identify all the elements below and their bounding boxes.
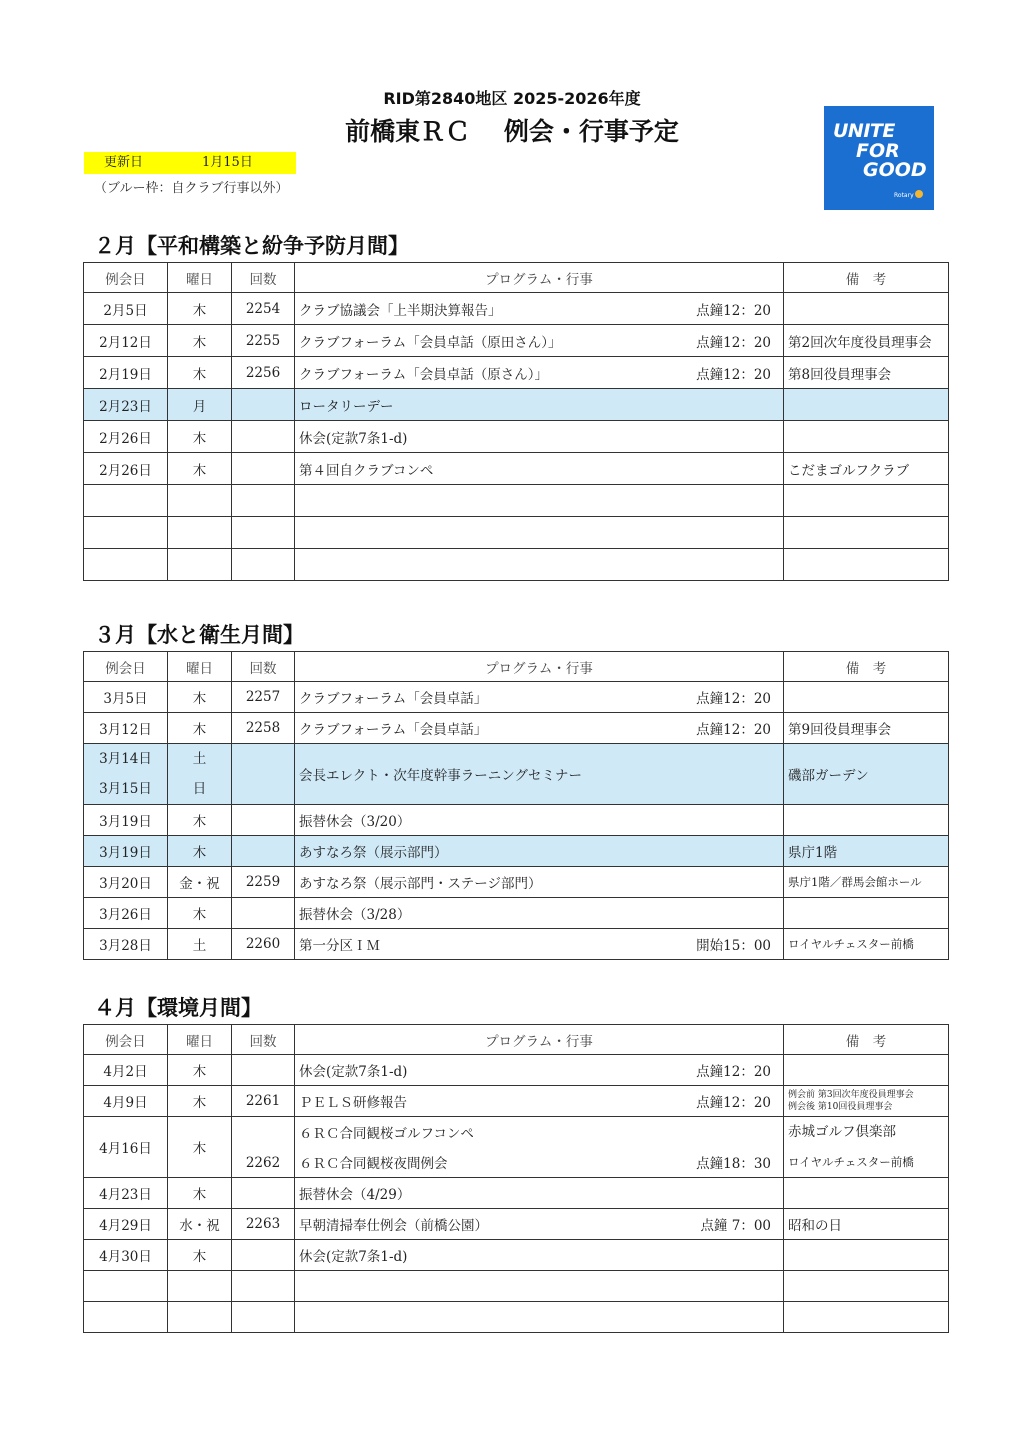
program-cell [295, 453, 784, 485]
col-day: 曜日 [168, 263, 232, 293]
program-cell [295, 1117, 784, 1178]
program-cell [295, 1086, 784, 1117]
program-text: クラブ協議会「上半期決算報告」 [299, 302, 502, 319]
date-cell: 3月28日 [84, 929, 168, 960]
day-cell: 木 [168, 453, 232, 485]
remarks-cell [784, 421, 949, 453]
table-row [84, 682, 949, 713]
num-cell: 2261 [232, 1086, 295, 1117]
remarks-cell [784, 1117, 949, 1178]
program-text: クラブフォーラム「会員卓話（原田さん）」 [299, 334, 562, 351]
remarks-cell: こだまゴルフクラブ [784, 453, 949, 485]
day-cell: 木 [168, 713, 232, 744]
document-subtitle: RID第2840地区 2025-2026年度 [383, 89, 641, 108]
empty-row [84, 1271, 949, 1302]
remarks-cell [784, 805, 949, 836]
rotary-wheel-icon [915, 190, 923, 198]
program-text: クラブフォーラム「会員卓話（原さん）」 [299, 366, 548, 383]
program-cell [295, 1209, 784, 1240]
col-date: 例会日 [84, 263, 168, 293]
feb-schedule-table [83, 262, 949, 581]
program-text: 振替休会（3/20） [299, 814, 411, 830]
program-cell [295, 836, 784, 867]
date-text: 3月15日 [99, 781, 152, 797]
table-row [84, 744, 949, 805]
date-cell: 3月19日 [84, 836, 168, 867]
table-row [84, 1178, 949, 1209]
remarks-cell [784, 389, 949, 421]
table-row [84, 1240, 949, 1271]
apr-heading: ４月【環境月間】 [94, 996, 262, 1020]
date-cell: 4月29日 [84, 1209, 168, 1240]
num-cell: 2256 [232, 357, 295, 389]
num-cell [232, 453, 295, 485]
program-text: ロータリーデー [299, 398, 394, 415]
date-cell: 3月12日 [84, 713, 168, 744]
num-cell [232, 1240, 295, 1271]
logo-line-good: GOOD [863, 159, 927, 181]
num-cell [232, 1178, 295, 1209]
table-header-row [84, 1025, 949, 1055]
remarks-cell [784, 898, 949, 929]
table-row [84, 836, 949, 867]
num-cell [232, 805, 295, 836]
day-cell: 木 [168, 325, 232, 357]
time-text: 点鐘12：20 [696, 302, 771, 319]
table-row [84, 867, 949, 898]
remarks-cell: ロイヤルチェスター前橋 [784, 929, 949, 960]
program-text: 会長エレクト・次年度幹事ラーニングセミナー [299, 768, 582, 784]
col-program: プログラム・行事 [295, 263, 784, 293]
logo-line-for: FOR [856, 140, 900, 162]
table-row [84, 713, 949, 744]
day-cell: 水・祝 [168, 1209, 232, 1240]
remarks-line: 例会後 第10回役員理事会 [788, 1102, 893, 1112]
num-cell: 2255 [232, 325, 295, 357]
col-num: 回数 [232, 652, 295, 682]
program-text: 休会(定款7条1-d) [299, 430, 408, 447]
day-cell: 木 [168, 1117, 232, 1178]
col-program: プログラム・行事 [295, 1025, 784, 1055]
program-cell [295, 805, 784, 836]
num-cell [232, 836, 295, 867]
col-day: 曜日 [168, 1025, 232, 1055]
date-cell: 2月5日 [84, 293, 168, 325]
day-cell: 木 [168, 805, 232, 836]
col-day: 曜日 [168, 652, 232, 682]
day-cell: 木 [168, 421, 232, 453]
logo-line-unite: UNITE [833, 120, 895, 142]
program-text: 振替休会（3/28） [299, 907, 411, 923]
remarks-line: ロイヤルチェスター前橋 [788, 1155, 914, 1169]
col-program: プログラム・行事 [295, 652, 784, 682]
date-cell: 4月2日 [84, 1055, 168, 1086]
remarks-cell: 第8回役員理事会 [784, 357, 949, 389]
program-text: ＰＥＬＳ研修報告 [299, 1095, 407, 1111]
table-row [84, 453, 949, 485]
program-text: ６ＲＣ合同観桜夜間例会 [299, 1156, 448, 1172]
date-cell: 4月30日 [84, 1240, 168, 1271]
program-text: ６ＲＣ合同観桜ゴルフコンペ [299, 1126, 474, 1142]
table-row [84, 1209, 949, 1240]
program-cell [295, 357, 784, 389]
date-cell: 4月23日 [84, 1178, 168, 1209]
table-row [84, 389, 949, 421]
table-row [84, 293, 949, 325]
date-cell: 4月16日 [84, 1117, 168, 1178]
num-cell [232, 389, 295, 421]
day-cell: 木 [168, 357, 232, 389]
day-cell: 木 [168, 293, 232, 325]
mar-schedule-table [83, 651, 949, 960]
unite-for-good-logo [824, 106, 934, 210]
program-text: 第４回自クラブコンペ [299, 462, 434, 479]
day-text: 日 [192, 781, 207, 797]
col-remarks: 備 考 [784, 652, 949, 682]
date-cell: 2月26日 [84, 453, 168, 485]
program-cell [295, 929, 784, 960]
remarks-cell [784, 1178, 949, 1209]
program-text: あすなろ祭（展示部門・ステージ部門） [299, 876, 542, 892]
updated-date-box [84, 152, 296, 174]
num-cell: 2254 [232, 293, 295, 325]
date-cell: 2月19日 [84, 357, 168, 389]
num-cell: 2262 [232, 1117, 295, 1178]
program-cell [295, 1178, 784, 1209]
time-text: 点鐘12：20 [696, 1095, 771, 1111]
program-text: 早朝清掃奉仕例会（前橋公園） [299, 1218, 488, 1234]
program-text: あすなろ祭（展示部門） [299, 845, 448, 861]
day-cell: 土 [168, 929, 232, 960]
day-cell: 木 [168, 1055, 232, 1086]
program-text: 第一分区ＩＭ [299, 938, 380, 954]
num-cell [232, 421, 295, 453]
updated-date: 1月15日 [202, 155, 253, 170]
table-row [84, 898, 949, 929]
program-text: 振替休会（4/29） [299, 1187, 411, 1203]
time-text: 点鐘12：20 [696, 722, 771, 738]
program-cell [295, 389, 784, 421]
table-row [84, 357, 949, 389]
updated-label: 更新日 [104, 155, 144, 170]
empty-row [84, 549, 949, 581]
date-cell [84, 744, 168, 805]
empty-row [84, 517, 949, 549]
remarks-cell [784, 293, 949, 325]
table-row [84, 929, 949, 960]
table-header-row [84, 263, 949, 293]
program-text: クラブフォーラム「会員卓話」 [299, 722, 488, 738]
remarks-cell [784, 682, 949, 713]
date-cell: 3月19日 [84, 805, 168, 836]
remarks-cell: 県庁1階／群馬会館ホール [784, 867, 949, 898]
num-cell: 2259 [232, 867, 295, 898]
program-cell [295, 898, 784, 929]
table-row [84, 805, 949, 836]
time-text: 点鐘 7：00 [700, 1218, 771, 1234]
time-text: 点鐘12：20 [696, 334, 771, 351]
table-row [84, 421, 949, 453]
time-text: 点鐘12：20 [696, 691, 771, 707]
time-text: 点鐘12：20 [696, 1064, 771, 1080]
remarks-cell: 第2回次年度役員理事会 [784, 325, 949, 357]
day-cell: 木 [168, 682, 232, 713]
col-num: 回数 [232, 1025, 295, 1055]
num-cell: 2263 [232, 1209, 295, 1240]
num-cell [232, 1055, 295, 1086]
num-cell: 2260 [232, 929, 295, 960]
table-row [84, 1117, 949, 1178]
day-cell: 木 [168, 1178, 232, 1209]
empty-row [84, 1302, 949, 1333]
col-num: 回数 [232, 263, 295, 293]
feb-heading: ２月【平和構築と紛争予防月間】 [94, 234, 409, 258]
date-cell: 4月9日 [84, 1086, 168, 1117]
rotary-wordmark: Rotary [894, 192, 914, 199]
table-row [84, 325, 949, 357]
num-cell [232, 744, 295, 805]
program-text: 休会(定款7条1-d) [299, 1064, 408, 1080]
remarks-cell [784, 1240, 949, 1271]
program-cell [295, 682, 784, 713]
legend-note: （ブルー枠：自クラブ行事以外） [94, 181, 289, 196]
remarks-cell: 磯部ガーデン [784, 744, 949, 805]
day-cell: 木 [168, 898, 232, 929]
col-remarks: 備 考 [784, 263, 949, 293]
remarks-cell [784, 1086, 949, 1117]
col-remarks: 備 考 [784, 1025, 949, 1055]
remarks-line: 例会前 第3回次年度役員理事会 [788, 1090, 914, 1100]
program-cell [295, 1055, 784, 1086]
remarks-cell: 昭和の日 [784, 1209, 949, 1240]
num-cell: 2257 [232, 682, 295, 713]
day-cell: 木 [168, 836, 232, 867]
remarks-cell [784, 1055, 949, 1086]
day-cell: 金・祝 [168, 867, 232, 898]
date-cell: 2月23日 [84, 389, 168, 421]
document-title: 前橋東ＲＣ 例会・行事予定 [345, 117, 679, 146]
apr-schedule-table [83, 1024, 949, 1333]
time-text: 点鐘12：20 [696, 366, 771, 383]
date-cell: 3月20日 [84, 867, 168, 898]
table-row [84, 1086, 949, 1117]
col-date: 例会日 [84, 652, 168, 682]
remarks-line: 赤城ゴルフ倶楽部 [788, 1124, 896, 1140]
remarks-cell: 第9回役員理事会 [784, 713, 949, 744]
program-cell [295, 421, 784, 453]
day-cell: 木 [168, 1240, 232, 1271]
col-date: 例会日 [84, 1025, 168, 1055]
num-cell: 2258 [232, 713, 295, 744]
table-row [84, 1055, 949, 1086]
program-cell [295, 1240, 784, 1271]
day-cell: 木 [168, 1086, 232, 1117]
date-cell: 3月5日 [84, 682, 168, 713]
program-cell [295, 867, 784, 898]
day-text: 土 [192, 751, 207, 767]
time-text: 点鐘18：30 [696, 1156, 771, 1172]
program-cell [295, 293, 784, 325]
date-cell: 2月12日 [84, 325, 168, 357]
remarks-cell: 県庁1階 [784, 836, 949, 867]
program-cell [295, 325, 784, 357]
program-text: 休会(定款7条1-d) [299, 1249, 408, 1265]
time-text: 開始15：00 [696, 938, 771, 954]
table-header-row [84, 652, 949, 682]
mar-heading: ３月【水と衛生月間】 [94, 623, 304, 647]
day-cell [168, 744, 232, 805]
program-cell [295, 744, 784, 805]
num-cell [232, 898, 295, 929]
date-text: 3月14日 [99, 751, 152, 767]
program-text: クラブフォーラム「会員卓話」 [299, 691, 488, 707]
date-cell: 2月26日 [84, 421, 168, 453]
empty-row [84, 485, 949, 517]
date-cell: 3月26日 [84, 898, 168, 929]
day-cell: 月 [168, 389, 232, 421]
program-cell [295, 713, 784, 744]
